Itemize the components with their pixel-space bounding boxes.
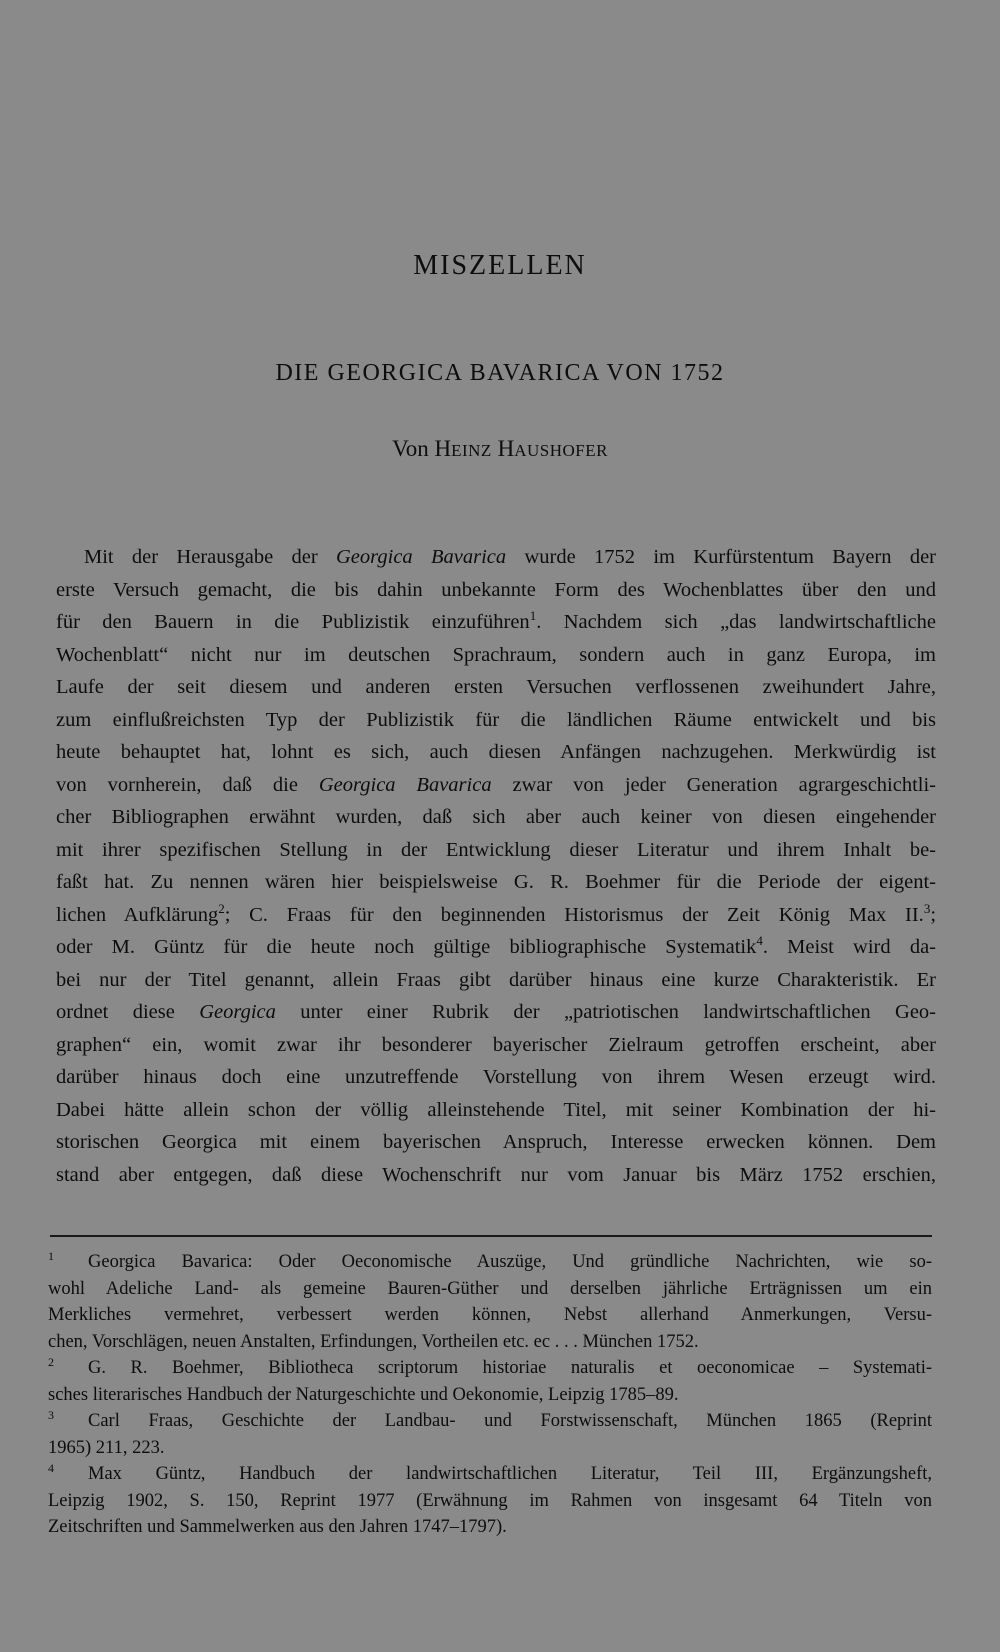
text-run: cher Bibliographen erwähnt wurden, daß sich aber auch keiner von diesen eingehender (56, 806, 936, 828)
italic-title: Georgica Bavarica (336, 546, 507, 568)
body-line (56, 1159, 936, 1192)
footnote-line (48, 1408, 932, 1435)
footnote-text: G. R. Boehmer, Bibliotheca scriptorum historiae naturalis et oeconomicae – Systemati- (88, 1358, 932, 1378)
text-run: erste Versuch gemacht, die bis dahin unbekannte Form des Wochenblattes über den und (56, 578, 936, 601)
body-line (56, 1126, 936, 1159)
text-run: mit ihrer spezifischen Stellung in der Entwicklung dieser Literatur und ihrem Inhalt be- (56, 838, 936, 861)
text-run: heute behauptet hat, lohnt es sich, auch diesen Anfängen nachzugehen. Merkwürdig ist (56, 741, 936, 763)
text-run: ; (930, 903, 937, 926)
text-run: Wochenblatt“ nicht nur im deutschen Sprachraum, sondern auch in ganz Europa, im (56, 643, 936, 666)
footnote-line (48, 1276, 932, 1303)
footnote-divider (50, 1235, 932, 1237)
author-last-rest: AUSHOFER (514, 441, 608, 460)
footnote-line (48, 1249, 932, 1276)
body-line (56, 574, 936, 607)
footnote-line (48, 1435, 932, 1462)
text-run: Dabei hätte allein schon der völlig alleinstehende Titel, mit seiner Kombination der hi- (56, 1098, 936, 1121)
text-run: ; C. Fraas für den beginnenden Historismus der Zeit König Max II. (224, 903, 924, 926)
article-title: DIE GEORGICA BAVARICA VON 1752 (275, 360, 725, 386)
body-line (56, 639, 936, 672)
text-run: stand aber entgegen, daß diese Wochenschrift nur vom Januar bis März 1752 erschien, (56, 1163, 936, 1186)
body-line (56, 801, 936, 834)
footnote-ref: 3 (923, 900, 931, 916)
footnote-line (48, 1514, 932, 1541)
text-run: darüber hinaus doch eine unzutreffende Vorstellung von ihrem Wesen erzeugt wird. (56, 1066, 936, 1088)
text-run: zwar von jeder Generation agrargeschichtli- (491, 773, 936, 796)
text-run: oder M. Güntz für die heute noch gültige bibliographische Systematik (56, 936, 757, 958)
author-first-initial: H (434, 436, 452, 461)
text-run: ordnet diese (56, 1001, 200, 1023)
footnote-text: Leipzig 1902, S. 150, Reprint 1977 (Erwähnung im Rahmen von insgesamt 64 Titeln von (48, 1490, 932, 1511)
text-run: bei nur der Titel genannt, allein Fraas gibt darüber hinaus eine kurze Charakteristik. Er (56, 968, 936, 991)
text-run: storischen Georgica mit einem bayerischen Anspruch, Interesse erwecken können. Dem (56, 1131, 936, 1153)
footnote-text: sches literarisches Handbuch der Naturgeschichte und Oekonomie, Leipzig 1785–89. (48, 1384, 679, 1405)
body-line (56, 541, 936, 574)
italic-title: Georgica (199, 1001, 276, 1023)
italic-title: Georgica Bavarica (318, 773, 492, 796)
text-run: zum einflußreichsten Typ der Publizistik für die ländlichen Räume entwickelt und bis (56, 708, 936, 731)
footnote-number: 2 (48, 1355, 54, 1369)
body-line (56, 899, 936, 932)
footnote-number: 1 (48, 1249, 54, 1263)
text-run: von vornherein, daß die (56, 773, 319, 796)
footnote-line (48, 1355, 932, 1382)
footnote-line (48, 1461, 932, 1488)
footnote-text: Max Güntz, Handbuch der landwirtschaftlichen Literatur, Teil III, Ergänzungsheft, (88, 1464, 932, 1484)
footnote-line (48, 1488, 932, 1515)
text-run: wurde 1752 im Kurfürstentum Bayern der (506, 546, 936, 568)
body-line (56, 736, 936, 769)
body-line (56, 964, 936, 997)
footnote-line (48, 1329, 932, 1356)
footnote-number: 4 (48, 1461, 54, 1475)
text-run: . Nachdem sich „das landwirtschaftliche (536, 611, 936, 633)
footnote-ref: 4 (756, 933, 763, 949)
text-run: unter einer Rubrik der „patriotischen landwirtschaftlichen Geo- (275, 1001, 936, 1023)
footnote-ref: 2 (218, 900, 225, 916)
body-line (56, 1094, 936, 1127)
body-line (56, 1029, 936, 1062)
section-title: MISZELLEN (413, 250, 587, 281)
footnote-text: Merkliches vermehret, verbessert werden können, Nebst allerhand Anmerkungen, Versu- (48, 1305, 932, 1325)
text-run: . Meist wird da- (762, 936, 936, 958)
body-line (56, 671, 936, 704)
text-run: graphen“ ein, womit zwar ihr besonderer bayerischer Zielraum getroffen erscheint, aber (56, 1033, 936, 1056)
footnote-text: Georgica Bavarica: Oder Oeconomische Auszüge, Und gründliche Nachrichten, wie so- (88, 1252, 932, 1272)
footnote-number: 3 (48, 1408, 54, 1422)
body-line (56, 996, 936, 1029)
footnote-line (48, 1382, 932, 1409)
text-run: faßt hat. Zu nennen wären hier beispielsweise G. R. Boehmer für die Periode der eigent- (56, 871, 936, 893)
footnote-text: Zeitschriften und Sammelwerken aus den Jahren 1747–1797). (48, 1517, 507, 1537)
body-line (56, 866, 936, 899)
footnote-ref: 1 (529, 608, 537, 624)
body-line (56, 704, 936, 737)
text-run: Mit der Herausgabe der (84, 546, 336, 568)
footnote-text: 1965) 211, 223. (48, 1437, 165, 1458)
footnote-text: Carl Fraas, Geschichte der Landbau- und Forstwissenschaft, München 1865 (Reprint (88, 1411, 932, 1431)
byline-prefix: Von (392, 436, 435, 461)
footnote-line (48, 1302, 932, 1329)
body-text (56, 541, 936, 1191)
body-line (56, 606, 936, 639)
body-line (56, 834, 936, 867)
author-first-rest: EINZ (451, 441, 492, 460)
body-line (56, 1061, 936, 1094)
footnotes (48, 1249, 932, 1541)
byline (0, 436, 1000, 462)
text-run: lichen Aufklärung (56, 903, 219, 926)
text-run: Laufe der seit diesem und anderen ersten Versuchen verflossenen zweihundert Jahre, (56, 676, 936, 698)
text-run: für den Bauern in die Publizistik einzuführen (56, 611, 530, 633)
body-line (56, 931, 936, 964)
body-line (56, 769, 936, 802)
author-last-initial: H (497, 436, 515, 461)
footnote-text: chen, Vorschlägen, neuen Anstalten, Erfindungen, Vortheilen etc. ec . . . München 1752. (48, 1331, 699, 1352)
footnote-text: wohl Adeliche Land- als gemeine Bauren-Güther und derselben jährliche Erträgnissen um ein (48, 1278, 932, 1299)
